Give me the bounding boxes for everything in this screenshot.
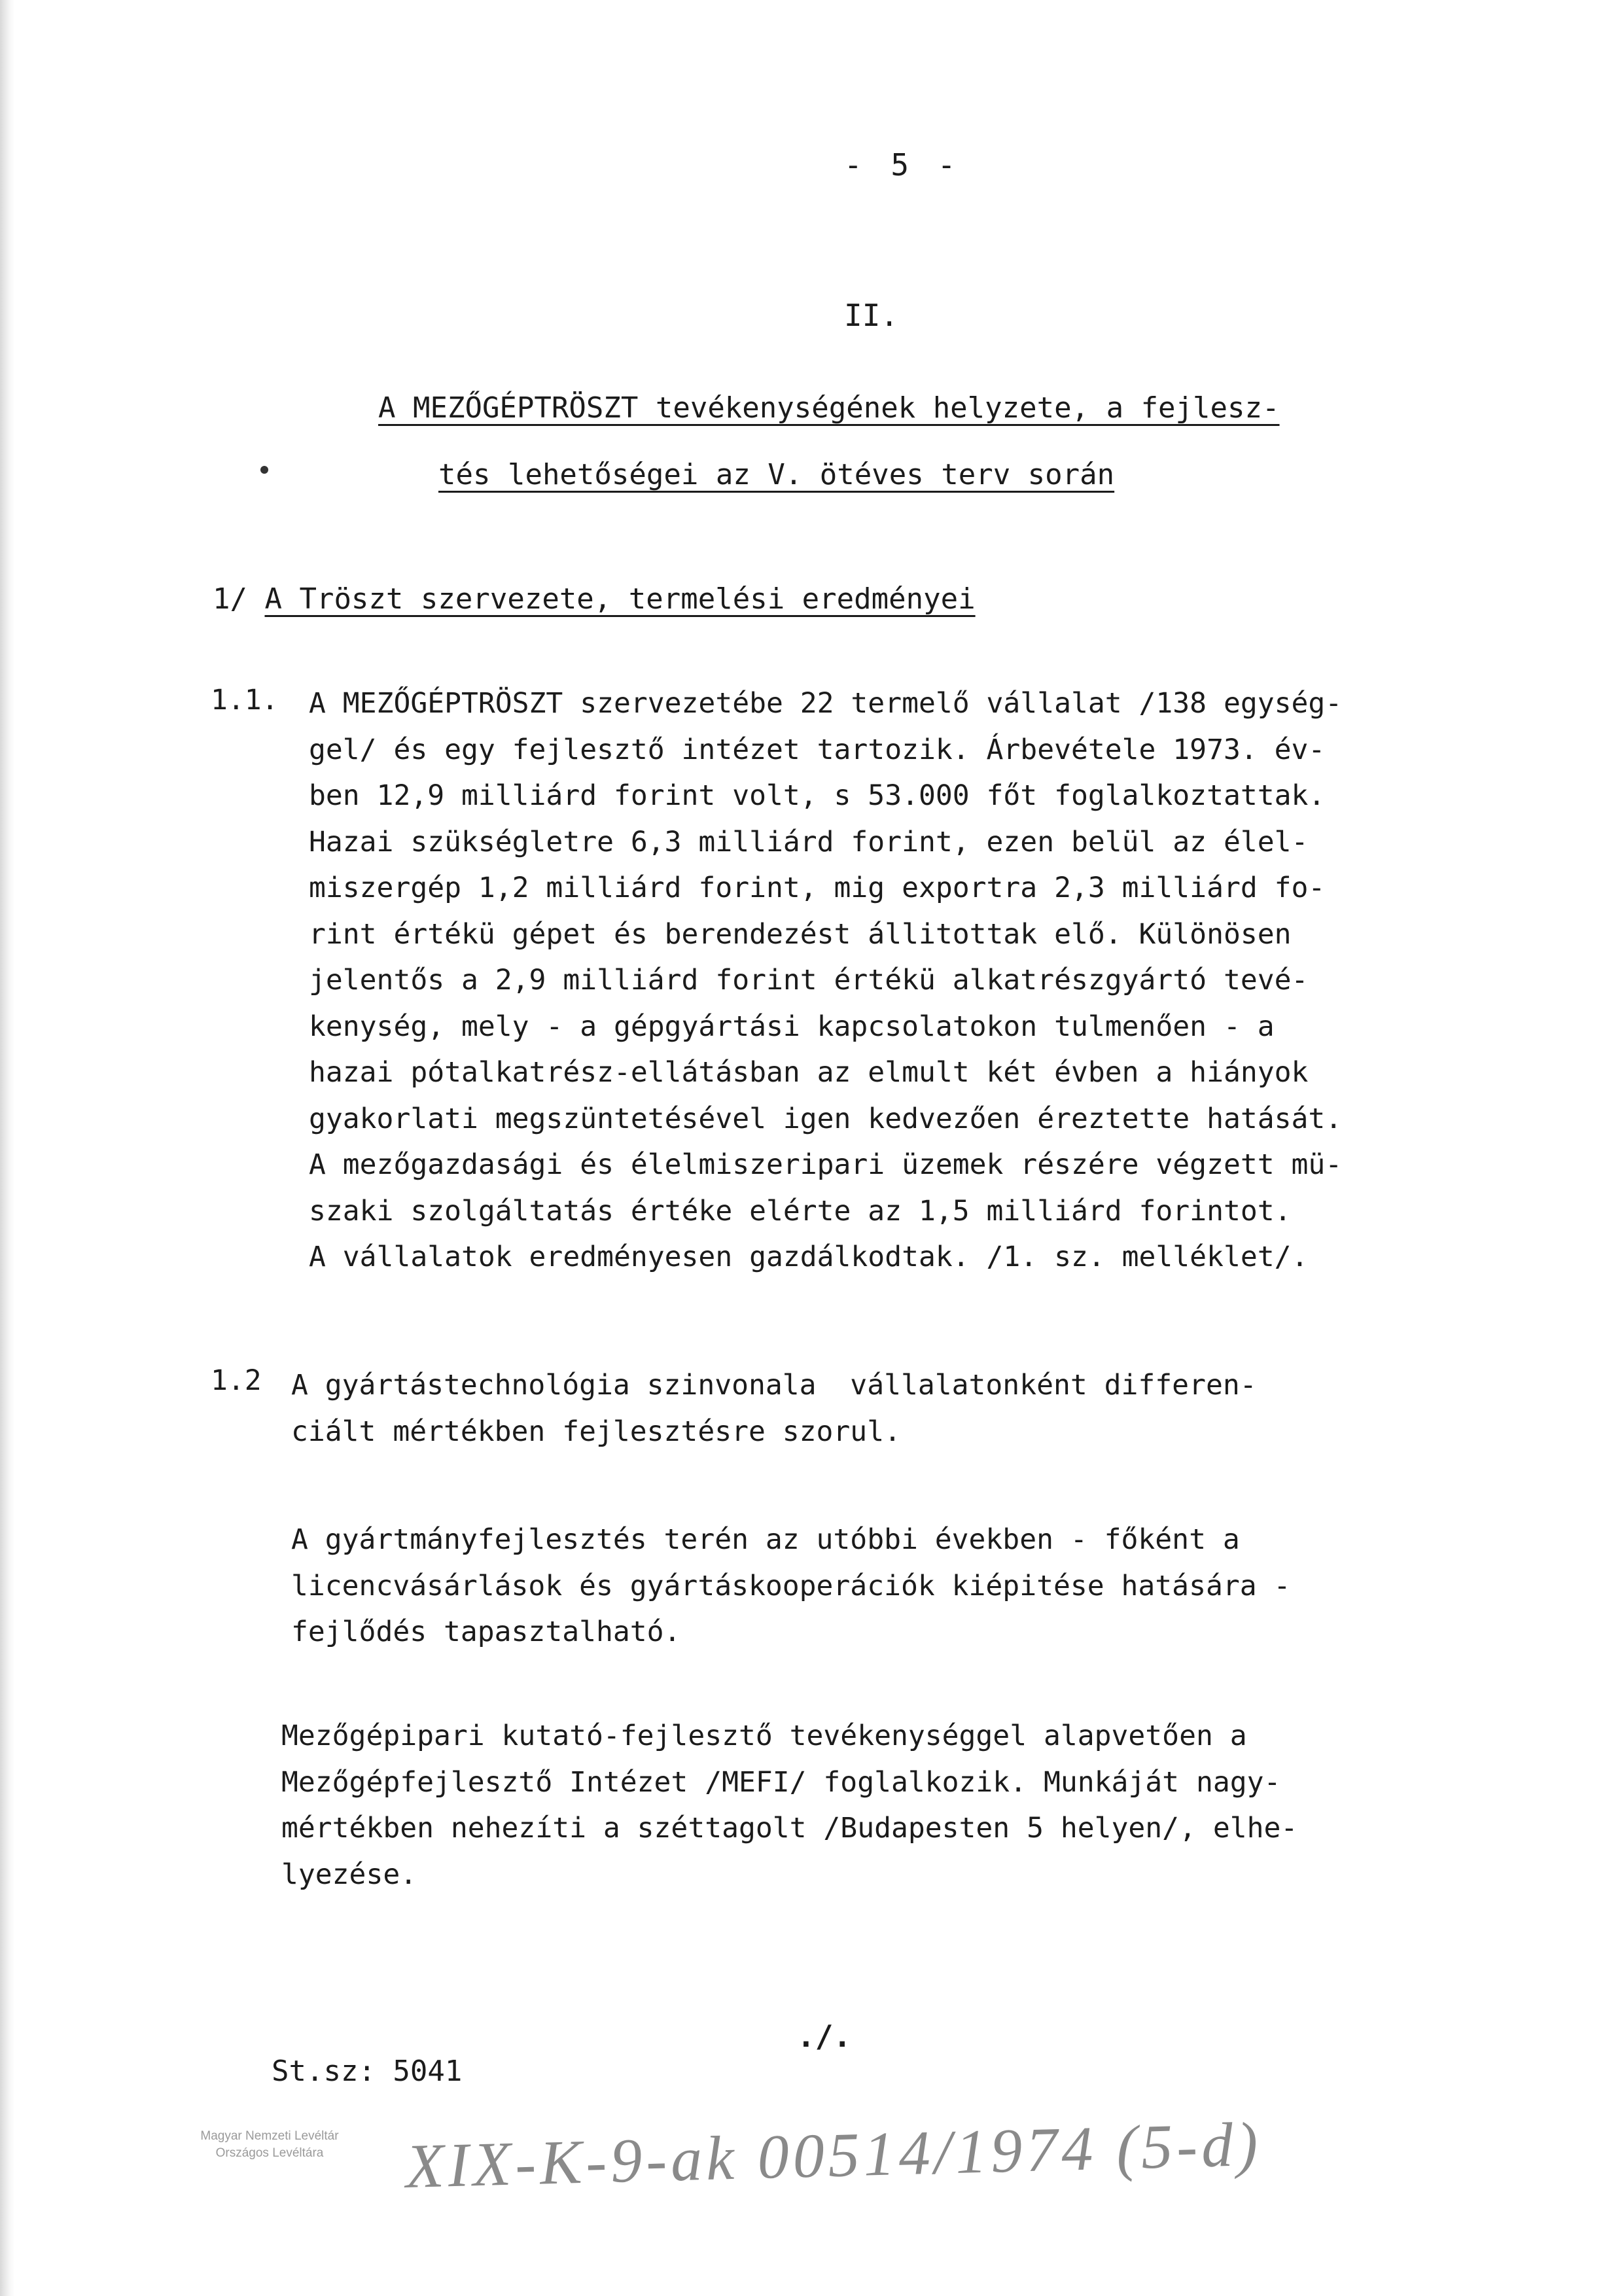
paragraph-number-1-2: 1.2 — [211, 1364, 262, 1397]
text-line: A gyártmányfejlesztés terén az utóbbi években - főként a — [291, 1523, 1240, 1556]
reference-number: St.sz: 5041 — [272, 2055, 463, 2088]
paragraph-number-1-1: 1.1. — [211, 684, 279, 716]
text-line: licencvásárlások és gyártáskooperációk kiépitése hatására - — [291, 1569, 1291, 1602]
paragraph-1-1 — [309, 680, 1342, 1280]
text-line: A mezőgazdasági és élelmiszeripari üzemek részére végzett mü- — [309, 1148, 1343, 1181]
text-line: hazai pótalkatrész-ellátásban az elmult két évben a hiányok — [309, 1056, 1309, 1089]
text-line: szaki szolgáltatás értéke elérte az 1,5 milliárd forintot. — [309, 1194, 1292, 1227]
text-line: Mezőgépfejlesztő Intézet /MEFI/ foglalkozik. Munkáját nagy- — [281, 1765, 1281, 1799]
text-line: ciált mértékben fejlesztésre szorul. — [291, 1415, 901, 1448]
main-heading-line-1: A MEZŐGÉPTRÖSZT tevékenységének helyzete, a fejlesz- — [378, 391, 1280, 425]
page-number: - 5 - — [844, 147, 961, 183]
paragraph-1-2 — [291, 1362, 1257, 1455]
subsection-heading — [213, 582, 976, 616]
subsection-number: 1/ — [213, 582, 247, 616]
margin-dot — [260, 466, 268, 474]
handwritten-archive-signature: XIX-K-9-ak 00514/1974 (5-d) — [404, 2108, 1263, 2201]
text-line: kenység, mely - a gépgyártási kapcsolatokon tulmenően - a — [309, 1010, 1275, 1043]
archive-stamp — [171, 2128, 368, 2162]
section-number: II. — [844, 298, 899, 333]
subsection-title: A Tröszt szervezete, termelési eredményei — [264, 582, 976, 616]
paragraph-product-development — [291, 1517, 1290, 1655]
scan-edge-shadow — [0, 0, 14, 2296]
main-heading-line-2: tés lehetőségei az V. ötéves terv során — [438, 458, 1115, 491]
continuation-mark: ./. — [797, 2019, 852, 2054]
text-line: Hazai szükségletre 6,3 milliárd forint, ezen belül az élel- — [309, 825, 1309, 858]
text-line: A MEZŐGÉPTRÖSZT szervezetébe 22 termelő vállalat /138 egység- — [309, 687, 1343, 720]
text-line: gyakorlati megszüntetésével igen kedvezően éreztette hatását. — [309, 1102, 1343, 1135]
text-line: A vállalatok eredményesen gazdálkodtak. /1. sz. melléklet/. — [309, 1241, 1309, 1273]
text-line: miszergép 1,2 milliárd forint, mig exportra 2,3 milliárd fo- — [309, 872, 1326, 904]
text-line: rint értékü gépet és berendezést állitottak elő. Különösen — [309, 917, 1292, 951]
text-line: jelentős a 2,9 milliárd forint értékü alkatrészgyártó tevé- — [309, 964, 1309, 997]
text-line: gel/ és egy fejlesztő intézet tartozik. Árbevétele 1973. év- — [309, 733, 1326, 766]
text-line: lyezése. — [281, 1858, 417, 1891]
archive-stamp-line-1: Magyar Nemzeti Levéltár — [200, 2129, 339, 2143]
archive-stamp-line-2: Országos Levéltára — [215, 2146, 324, 2160]
paragraph-research — [281, 1713, 1297, 1898]
text-line: ben 12,9 milliárd forint volt, s 53.000 főt foglalkoztattak. — [309, 779, 1326, 812]
text-line: A gyártástechnológia szinvonala vállalatonként differen- — [291, 1369, 1257, 1402]
text-line: mértékben nehezíti a széttagolt /Budapesten 5 helyen/, elhe- — [281, 1812, 1298, 1845]
text-line: fejlődés tapasztalható. — [291, 1616, 681, 1648]
text-line: Mezőgépipari kutató-fejlesztő tevékenységgel alapvetően a — [281, 1720, 1247, 1752]
